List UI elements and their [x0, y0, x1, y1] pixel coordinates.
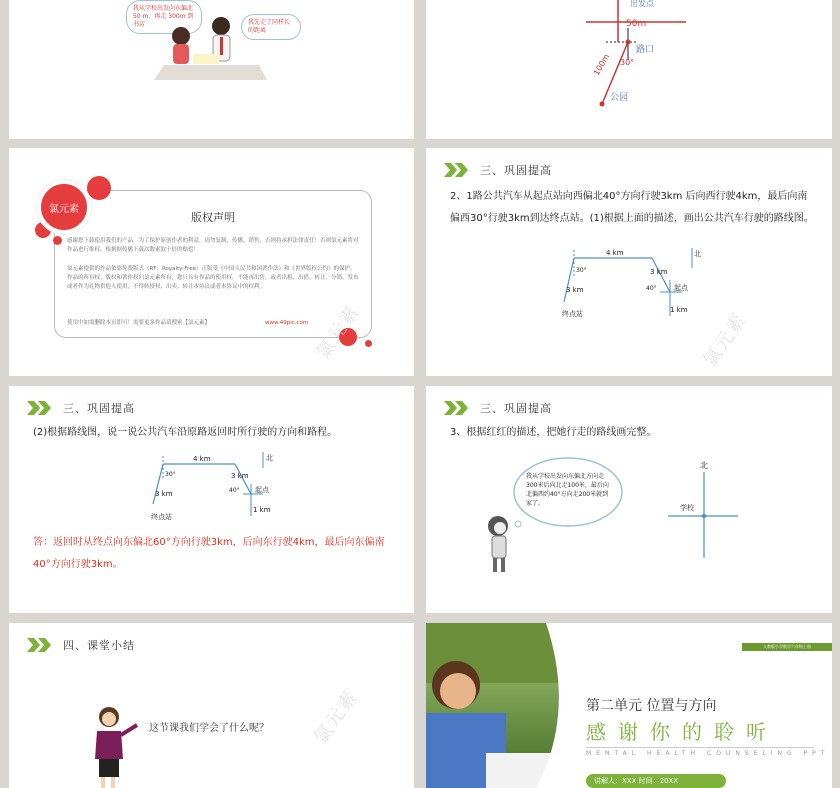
svg-text:40°: 40°: [646, 285, 657, 292]
girl-illustration: [482, 514, 516, 574]
double-chevron-icon: [444, 401, 470, 415]
svg-text:学校: 学校: [680, 504, 694, 512]
presenter-info: 讲解人：XXX 时间：20XX: [586, 774, 726, 788]
slide-thumbnail-7[interactable]: [9, 623, 414, 788]
copyright-card: [54, 190, 372, 338]
textbook-tag: 人教版小学数学六年级上册: [742, 643, 832, 651]
teacher-illustration: [87, 703, 143, 788]
watermark: 氯元素: [312, 301, 365, 363]
svg-text:北: 北: [700, 461, 708, 470]
section-header: [27, 635, 135, 655]
svg-text:3 km: 3 km: [650, 268, 668, 276]
copyright-title: 版权声明: [191, 211, 235, 224]
unit-title: 第二单元 位置与方向: [586, 698, 717, 714]
svg-text:100m: 100m: [591, 52, 612, 77]
speech-bubble-right: 我先走了同样长的距离: [241, 14, 301, 40]
slide-thumbnail-4[interactable]: [426, 148, 832, 376]
svg-text:起点: 起点: [674, 284, 688, 292]
svg-text:30°: 30°: [576, 267, 587, 274]
thanks-title: 感谢你的聆听: [586, 720, 778, 744]
brand-badge: 氯元素: [37, 180, 91, 234]
svg-text:3 km: 3 km: [566, 286, 584, 294]
decor-dot-large: [87, 176, 111, 200]
section-header-text: 四、课堂小结: [63, 639, 135, 652]
slide-thumbnail-3-copyright[interactable]: [9, 148, 414, 376]
speech-bubble-left: 我从学校出发向东偏北 50 m，再走 300m 到书店: [126, 0, 202, 34]
svg-text:1 km: 1 km: [253, 506, 271, 514]
english-subtitle: MENTAL HEALTH COUNSELING PPT: [586, 750, 830, 757]
summary-question: 这节课我们学会了什么呢？: [149, 723, 269, 734]
divider: [586, 747, 814, 748]
svg-text:终点站: 终点站: [562, 310, 583, 318]
svg-text:起点: 起点: [255, 486, 269, 494]
bus-route-diagram: [151, 452, 291, 522]
svg-text:50m: 50m: [626, 19, 647, 29]
compass-axes: [666, 460, 740, 560]
watermark: 氯元素: [310, 686, 363, 748]
boy-reading-photo: [426, 623, 586, 788]
section-header: [444, 398, 552, 418]
svg-text:路口: 路口: [636, 45, 655, 55]
section-header-text: 三、巩固提高: [480, 402, 552, 415]
question-text: 3、根据红红的描述，把她行走的路线画完整。: [450, 427, 657, 438]
bus-route-diagram: [562, 246, 702, 326]
svg-text:1 km: 1 km: [670, 306, 688, 314]
svg-text:4 km: 4 km: [193, 455, 211, 463]
answer-text: 答：返回时从终点向东偏北60°方向行驶3km，后向东行驶4km，最后向东偏南 40°方向行驶3km。: [33, 537, 385, 570]
double-chevron-icon: [27, 401, 53, 415]
copyright-footer: 使用中如需删除本页即可！需要更多作品请搜索【氯元素】: [67, 320, 211, 326]
problem-text: 2、1路公共汽车从起点站向西偏北40°方向行驶3km 后向西行驶4km，最后向南 偏西30°行驶3km到达终点站。(1)根据上面的描述，画出公共汽车行驶的路线图。: [450, 191, 814, 224]
svg-text:出发点: 出发点: [630, 0, 654, 8]
copyright-paragraph-2: 氯元素提供的作品依靠免费版式（RF：Royalty-Free）正版受《中国人民共和国著作法》和《世界版权公约》的保护，作品的所有权、版权和著作权归氯元素所有，您只具有作品的使用权，不能再出售，或者出租、出借、转让、分销、发布或者作为礼物供他人使用，不得转授权、出卖、转让本协议或者本协议中的权利。: [67, 266, 359, 290]
slide-thumbnail-5[interactable]: [9, 386, 414, 613]
svg-text:30°: 30°: [165, 471, 176, 478]
cloud-text: 我从学校出发向东偏北方向走300米后向北走100米，最后向北偏西约40°方向走200米就到家了。: [526, 473, 609, 507]
copyright-link[interactable]: www.49pic.com: [265, 320, 309, 326]
svg-text:公园: 公园: [610, 93, 629, 103]
section-header: [444, 160, 552, 180]
slide-thumbnail-6[interactable]: [426, 386, 832, 613]
children-illustration: [149, 10, 279, 88]
route-diagram-park: [576, 0, 706, 110]
slide-thumbnail-2[interactable]: [426, 0, 832, 139]
double-chevron-icon: [444, 163, 470, 177]
svg-text:3 km: 3 km: [231, 472, 249, 480]
section-header-text: 三、巩固提高: [63, 402, 135, 415]
svg-text:40°: 40°: [229, 487, 240, 494]
svg-text:北: 北: [694, 250, 701, 258]
section-header: [27, 398, 135, 418]
section-header-text: 三、巩固提高: [480, 164, 552, 177]
decor-dot-bottom-small: [365, 340, 372, 347]
decor-dot-small: [53, 236, 62, 245]
watermark: 氯元素: [699, 309, 752, 371]
svg-text:4 km: 4 km: [606, 249, 624, 257]
slide-thumbnail-1[interactable]: [9, 0, 414, 139]
copyright-paragraph-1: 感谢您下载使用我们的产品，为了保护原创作者的利益，请勿复制、传播、销售，否则将承担法律责任！否则氯元素将对作品进行维权，根据据传播下载次数索取十倍的赔偿！: [67, 238, 359, 253]
svg-text:3 km: 3 km: [155, 490, 173, 498]
double-chevron-icon: [27, 638, 53, 652]
svg-text:北: 北: [266, 454, 273, 462]
svg-text:30°: 30°: [620, 58, 635, 67]
slide-thumbnail-8-end[interactable]: [426, 623, 832, 788]
question-text: (2)根据路线图，说一说公共汽车沿原路返回时所行驶的方向和路程。: [33, 427, 338, 438]
route-end-label: 终点站: [151, 513, 172, 521]
